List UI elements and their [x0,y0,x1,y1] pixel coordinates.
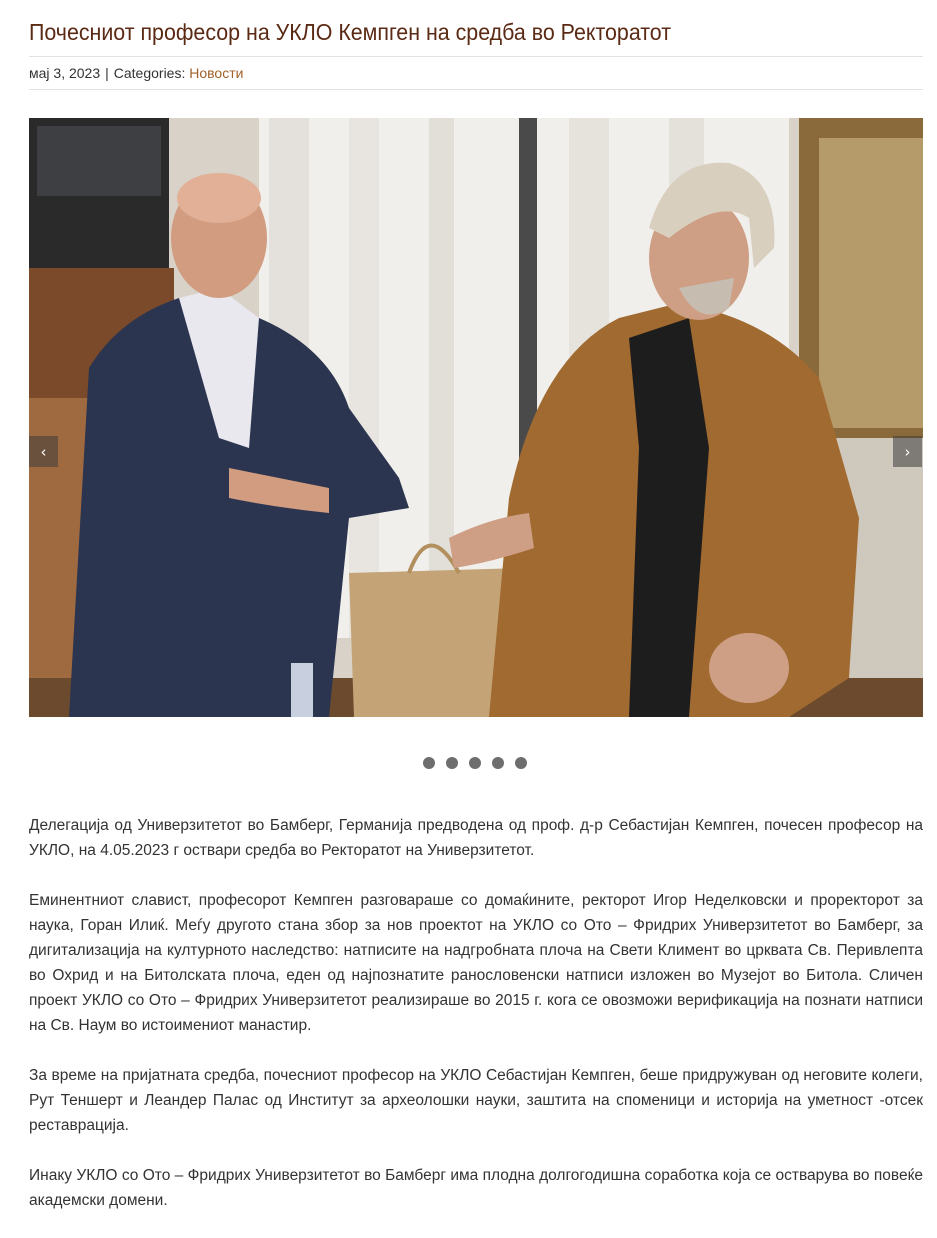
image-slider[interactable] [29,118,923,717]
page-title: Почесниот професор на УКЛО Кемпген на средба во Ректоратот [29,19,672,45]
divider [29,89,923,90]
divider [29,56,923,57]
chevron-right-icon: › [904,442,911,461]
slider-next-button[interactable] [893,436,922,467]
post-body [29,813,923,1238]
category-link[interactable]: Новости [189,65,244,81]
body-paragraph: Еминентниот славист, професорот Кемпген разговараше со домаќините, ректорот Игор Неделковски и проректорот за наука, Горан Илиќ. Меѓу другото стана збор за нов проектот на УКЛО со Ото – Фридрих Универзитетот во Бамберг, за дигитализација на културното наследство: натписите на надгробната плоча на Свети Климент во црквата Св. Перивлепта во Охрид и на Битолската плоча, еден од најпознатите ранословенски натписи изложен во Музејот во Битола. Сличен проект УКЛО со Ото – Фридрих Универзитетот реализираше во 2015 г. кога се овозможи верификација на познати натписи на Св. Наум во истоимениот манастир. [29,892,923,1034]
slider-dot[interactable] [423,757,435,769]
post-date: мај 3, 2023 [29,65,101,81]
slider-dot[interactable] [515,757,527,769]
slider-pagination [423,757,527,769]
slider-dot[interactable] [469,757,481,769]
body-paragraph: Делегација од Универзитетот во Бамберг, Германија предводена од проф. д-р Себастијан Кемпген, почесен професор на УКЛО, на 4.05.2023 г оствари средба во Ректоратот на Универзитетот. [29,817,923,859]
slider-dot[interactable] [446,757,458,769]
slider-prev-button[interactable] [29,436,58,467]
meta-separator: | [105,65,109,81]
post-meta [29,63,243,83]
categories-label: Categories: [113,65,186,81]
chevron-left-icon: ‹ [40,442,47,461]
body-paragraph: За време на пријатната средба, почесниот професор на УКЛО Себастијан Кемпген, беше придружуван од неговите колеги, Рут Теншерт и Леандер Палас од Институт за археолошки науки, заштита на споменици и историја на уметност -отсек реставрација. [29,1067,923,1134]
slide-photo [29,118,923,717]
body-paragraph: Инаку УКЛО со Ото – Фридрих Универзитетот во Бамберг има плодна долгогодишна соработка која се остварува во повеќе академски домени. [29,1167,923,1209]
slider-dot[interactable] [492,757,504,769]
